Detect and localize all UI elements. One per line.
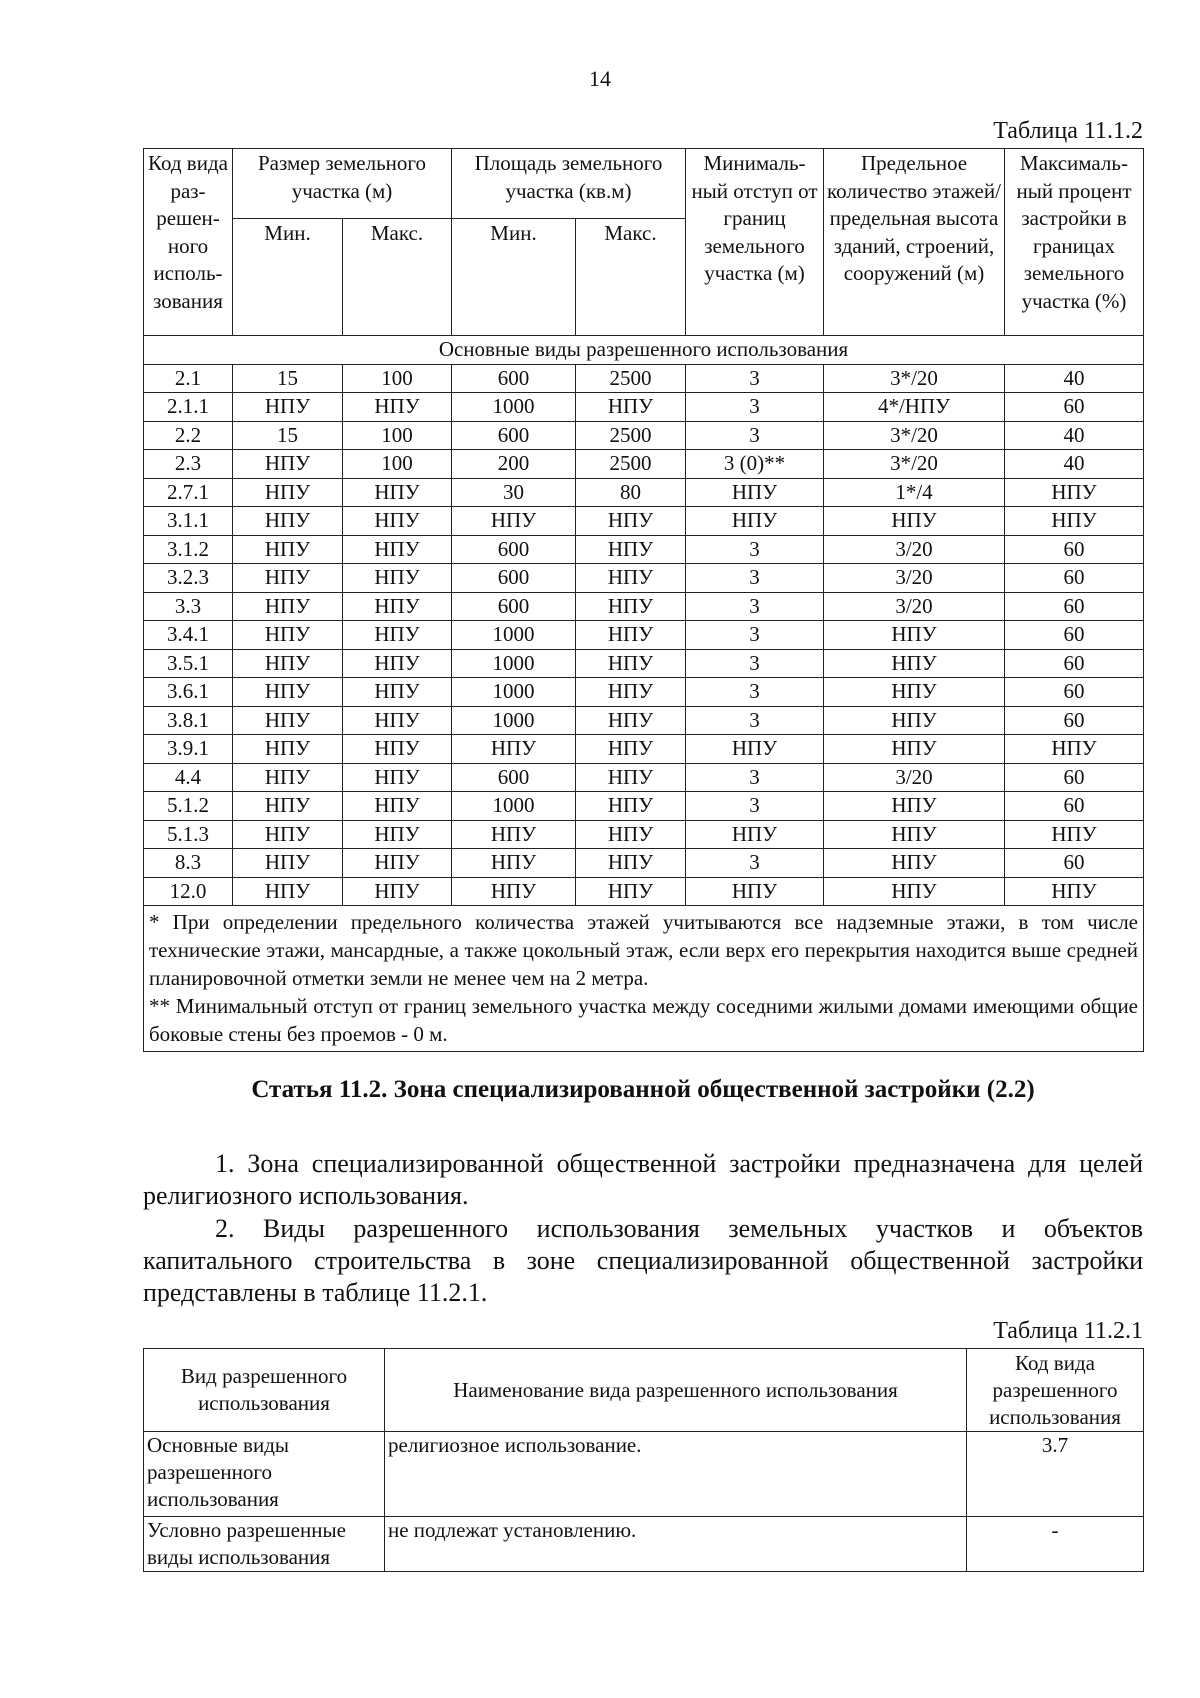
table-cell: 3.6.1 (144, 678, 233, 707)
table-cell: 3.9.1 (144, 735, 233, 764)
table-cell: 600 (452, 364, 576, 393)
header-floors: Предельное количество этажей/ предельная высота зданий, строений, сооружений (м) (824, 149, 1005, 336)
table-cell: 600 (452, 592, 576, 621)
row-code: 3.7 (967, 1432, 1144, 1517)
table-cell: НПУ (452, 735, 576, 764)
table-cell: НПУ (686, 507, 824, 536)
table-cell: НПУ (452, 877, 576, 906)
table-cell: НПУ (343, 763, 452, 792)
table-cell: НПУ (1005, 820, 1144, 849)
table-cell: 3 (686, 678, 824, 707)
table-cell: 100 (343, 421, 452, 450)
table-cell: 3 (686, 364, 824, 393)
table-cell: НПУ (1005, 478, 1144, 507)
table-cell: 40 (1005, 450, 1144, 479)
table-cell: 2500 (576, 364, 686, 393)
table-cell: 3.4.1 (144, 621, 233, 650)
header-area: Площадь земельного участка (кв.м) (452, 149, 686, 219)
table-cell: НПУ (233, 649, 343, 678)
table-cell: НПУ (576, 535, 686, 564)
table-cell: НПУ (233, 706, 343, 735)
table-cell: 3 (686, 763, 824, 792)
table-cell: 200 (452, 450, 576, 479)
table-cell: 3/20 (824, 535, 1005, 564)
table-cell: 1*/4 (824, 478, 1005, 507)
table-cell: НПУ (233, 849, 343, 878)
table-cell: 2500 (576, 450, 686, 479)
table-cell: НПУ (233, 820, 343, 849)
table-notes (144, 906, 1144, 1052)
table-row (144, 478, 1144, 507)
table-cell: 80 (576, 478, 686, 507)
table-cell: 1000 (452, 621, 576, 650)
table-cell: НПУ (343, 592, 452, 621)
table-cell: 3 (686, 792, 824, 821)
table-cell: 3 (686, 564, 824, 593)
table-cell: НПУ (343, 649, 452, 678)
table-cell: НПУ (233, 507, 343, 536)
table-cell: НПУ (576, 849, 686, 878)
table-cell: 2.1.1 (144, 393, 233, 422)
table-cell: НПУ (824, 706, 1005, 735)
table-cell: 3 (686, 535, 824, 564)
table-cell: НПУ (343, 393, 452, 422)
table-cell: НПУ (343, 877, 452, 906)
table-cell: НПУ (233, 877, 343, 906)
table-row (144, 877, 1144, 906)
table-cell: 3 (686, 649, 824, 678)
table-cell: 3 (0)** (686, 450, 824, 479)
table-cell: НПУ (576, 877, 686, 906)
table-cell: НПУ (452, 849, 576, 878)
table-cell: 60 (1005, 393, 1144, 422)
table-cell: НПУ (824, 678, 1005, 707)
paragraph-1: 1. Зона специализированной общественной застройки предназначена для целей религиозного использования. (143, 1149, 1143, 1210)
table-cell: НПУ (343, 849, 452, 878)
table-cell: 5.1.2 (144, 792, 233, 821)
table-cell: 1000 (452, 706, 576, 735)
table-cell: 2.3 (144, 450, 233, 479)
row-name: религиозное использование. (385, 1432, 967, 1517)
table-cell: НПУ (576, 678, 686, 707)
table-cell: НПУ (233, 450, 343, 479)
table-row (144, 649, 1144, 678)
table-cell: 4.4 (144, 763, 233, 792)
table-cell: 60 (1005, 706, 1144, 735)
table-cell: НПУ (343, 621, 452, 650)
paragraph-2: 2. Виды разрешенного использования земельных участков и объектов капитального строительства в зоне специализированной общественной застройки представлены в таблице 11.2.1. (143, 1214, 1143, 1307)
table-cell: 3 (686, 706, 824, 735)
table-cell: 600 (452, 421, 576, 450)
table-cell: 15 (233, 364, 343, 393)
table-cell: НПУ (576, 792, 686, 821)
table-cell: НПУ (233, 792, 343, 821)
table-cell: НПУ (576, 649, 686, 678)
header-size-min: Мин. (233, 219, 343, 336)
row-type: Основные виды разрешенного использования (144, 1432, 385, 1517)
table-cell: НПУ (824, 820, 1005, 849)
table-cell: НПУ (343, 735, 452, 764)
table-cell: 5.1.3 (144, 820, 233, 849)
table-cell: НПУ (343, 478, 452, 507)
header-code: Код вида раз-решен-ного исполь-зования (144, 149, 233, 336)
table-row (144, 564, 1144, 593)
table-cell: 1000 (452, 678, 576, 707)
table-cell: НПУ (233, 592, 343, 621)
table-cell: НПУ (1005, 877, 1144, 906)
table-cell: 4*/НПУ (824, 393, 1005, 422)
table-cell: НПУ (576, 592, 686, 621)
table-cell: 1000 (452, 792, 576, 821)
header-setback: Минималь-ный отступ от границ земельного участка (м) (686, 149, 824, 336)
table-cell: 3.8.1 (144, 706, 233, 735)
table-cell: 12.0 (144, 877, 233, 906)
table-cell: НПУ (576, 763, 686, 792)
table-cell: НПУ (824, 649, 1005, 678)
article-heading: Статья 11.2. Зона специализированной общественной застройки (2.2) (251, 1076, 1035, 1103)
table-cell: 60 (1005, 763, 1144, 792)
table-cell: НПУ (343, 535, 452, 564)
table-cell: НПУ (686, 478, 824, 507)
table-row (144, 621, 1144, 650)
note-setback: ** Минимальный отступ от границ земельного участка между соседними жилыми домами имеющими общие боковые стены без проемов - 0 м. (149, 994, 1138, 1046)
table-cell: 100 (343, 364, 452, 393)
table-cell: НПУ (1005, 735, 1144, 764)
table-cell: НПУ (343, 678, 452, 707)
table-cell: 60 (1005, 649, 1144, 678)
table-row (144, 792, 1144, 821)
table-cell: НПУ (233, 564, 343, 593)
table-cell: НПУ (576, 393, 686, 422)
table-cell: НПУ (452, 820, 576, 849)
table-cell: 3/20 (824, 763, 1005, 792)
table-cell: НПУ (576, 564, 686, 593)
table-cell: НПУ (576, 706, 686, 735)
table-cell: 60 (1005, 535, 1144, 564)
table-cell: НПУ (233, 535, 343, 564)
table-cell: 3 (686, 849, 824, 878)
table-row (144, 820, 1144, 849)
table-cell: НПУ (686, 820, 824, 849)
table-cell: 60 (1005, 849, 1144, 878)
table-cell: НПУ (233, 393, 343, 422)
table-cell: 3*/20 (824, 421, 1005, 450)
table-cell: НПУ (343, 507, 452, 536)
table-cell: 3 (686, 393, 824, 422)
table-cell: НПУ (343, 820, 452, 849)
table-row (144, 450, 1144, 479)
table-cell: НПУ (576, 820, 686, 849)
table-cell: НПУ (343, 564, 452, 593)
table-row (144, 592, 1144, 621)
table-cell: 8.3 (144, 849, 233, 878)
table-cell: 3/20 (824, 564, 1005, 593)
table-cell: НПУ (1005, 507, 1144, 536)
table-cell: 2.1 (144, 364, 233, 393)
table-cell: НПУ (576, 507, 686, 536)
table-cell: НПУ (452, 507, 576, 536)
table-cell: 3/20 (824, 592, 1005, 621)
table-row (144, 706, 1144, 735)
table-cell: НПУ (576, 735, 686, 764)
table-cell: НПУ (686, 877, 824, 906)
table-cell: 40 (1005, 421, 1144, 450)
table-cell: 3.2.3 (144, 564, 233, 593)
table-cell: 30 (452, 478, 576, 507)
table-cell: 3*/20 (824, 364, 1005, 393)
table-cell: 60 (1005, 792, 1144, 821)
header-size-max: Макс. (343, 219, 452, 336)
header-code-2: Код вида разрешенного использования (967, 1349, 1144, 1432)
table-row (144, 507, 1144, 536)
table-row (144, 849, 1144, 878)
table-cell: 3 (686, 421, 824, 450)
table-row (144, 1517, 1144, 1572)
table-cell: 3 (686, 621, 824, 650)
table-cell: НПУ (824, 849, 1005, 878)
header-area-min: Мин. (452, 219, 576, 336)
table-cell: 15 (233, 421, 343, 450)
table-cell: 60 (1005, 678, 1144, 707)
table-cell: 2500 (576, 421, 686, 450)
table-cell: 600 (452, 763, 576, 792)
table-cell: НПУ (686, 735, 824, 764)
table-cell: НПУ (343, 792, 452, 821)
table-cell: 1000 (452, 393, 576, 422)
table-cell: НПУ (233, 735, 343, 764)
table-cell: 3.3 (144, 592, 233, 621)
table-cell: 2.2 (144, 421, 233, 450)
table-cell: 3.1.1 (144, 507, 233, 536)
table-row (144, 364, 1144, 393)
table-cell: НПУ (233, 678, 343, 707)
table-row (144, 1432, 1144, 1517)
table-cell: 100 (343, 450, 452, 479)
table-cell: НПУ (233, 478, 343, 507)
table-cell: НПУ (824, 877, 1005, 906)
section-title: Основные виды разрешенного использования (144, 336, 1144, 365)
table-cell: НПУ (824, 792, 1005, 821)
table-row (144, 678, 1144, 707)
table-row (144, 535, 1144, 564)
table-cell: 3*/20 (824, 450, 1005, 479)
table-caption-11-2-1: Таблица 11.2.1 (993, 1318, 1143, 1344)
table-cell: НПУ (824, 621, 1005, 650)
table-cell: НПУ (233, 621, 343, 650)
table-cell: НПУ (343, 706, 452, 735)
table-row (144, 735, 1144, 764)
row-code: - (967, 1517, 1144, 1572)
table-cell: 600 (452, 564, 576, 593)
table-row (144, 393, 1144, 422)
table-cell: НПУ (824, 507, 1005, 536)
table-row (144, 763, 1144, 792)
header-area-max: Макс. (576, 219, 686, 336)
header-type: Вид разрешенного использования (144, 1349, 385, 1432)
table-cell: 600 (452, 535, 576, 564)
note-floors: * При определении предельного количества этажей учитываются все надземные этажи, в том числе технические этажи, мансардные, а также цокольный этаж, если верх его перекрытия находится выше средней планировочной отметки земли не менее чем на 2 метра. (149, 910, 1138, 990)
table-cell: 60 (1005, 621, 1144, 650)
header-name: Наименование вида разрешенного использования (385, 1349, 967, 1432)
table-cell: 60 (1005, 592, 1144, 621)
header-size: Размер земельного участка (м) (233, 149, 452, 219)
table-cell: НПУ (824, 735, 1005, 764)
table-cell: 1000 (452, 649, 576, 678)
row-type: Условно разрешенные виды использования (144, 1517, 385, 1572)
table-caption-11-1-2: Таблица 11.1.2 (993, 118, 1143, 144)
table-cell: НПУ (576, 621, 686, 650)
table-11-2-1 (143, 1348, 1144, 1572)
row-name: не подлежат установлению. (385, 1517, 967, 1572)
table-cell: 3.1.2 (144, 535, 233, 564)
table-row (144, 421, 1144, 450)
page-number: 14 (589, 66, 611, 91)
table-cell: 40 (1005, 364, 1144, 393)
table-cell: 3.5.1 (144, 649, 233, 678)
table-cell: 60 (1005, 564, 1144, 593)
table-11-1-2 (143, 148, 1144, 1052)
header-percent: Максималь-ный процент застройки в границах земельного участка (%) (1005, 149, 1144, 336)
table-cell: 3 (686, 592, 824, 621)
table-cell: НПУ (233, 763, 343, 792)
table-cell: 2.7.1 (144, 478, 233, 507)
